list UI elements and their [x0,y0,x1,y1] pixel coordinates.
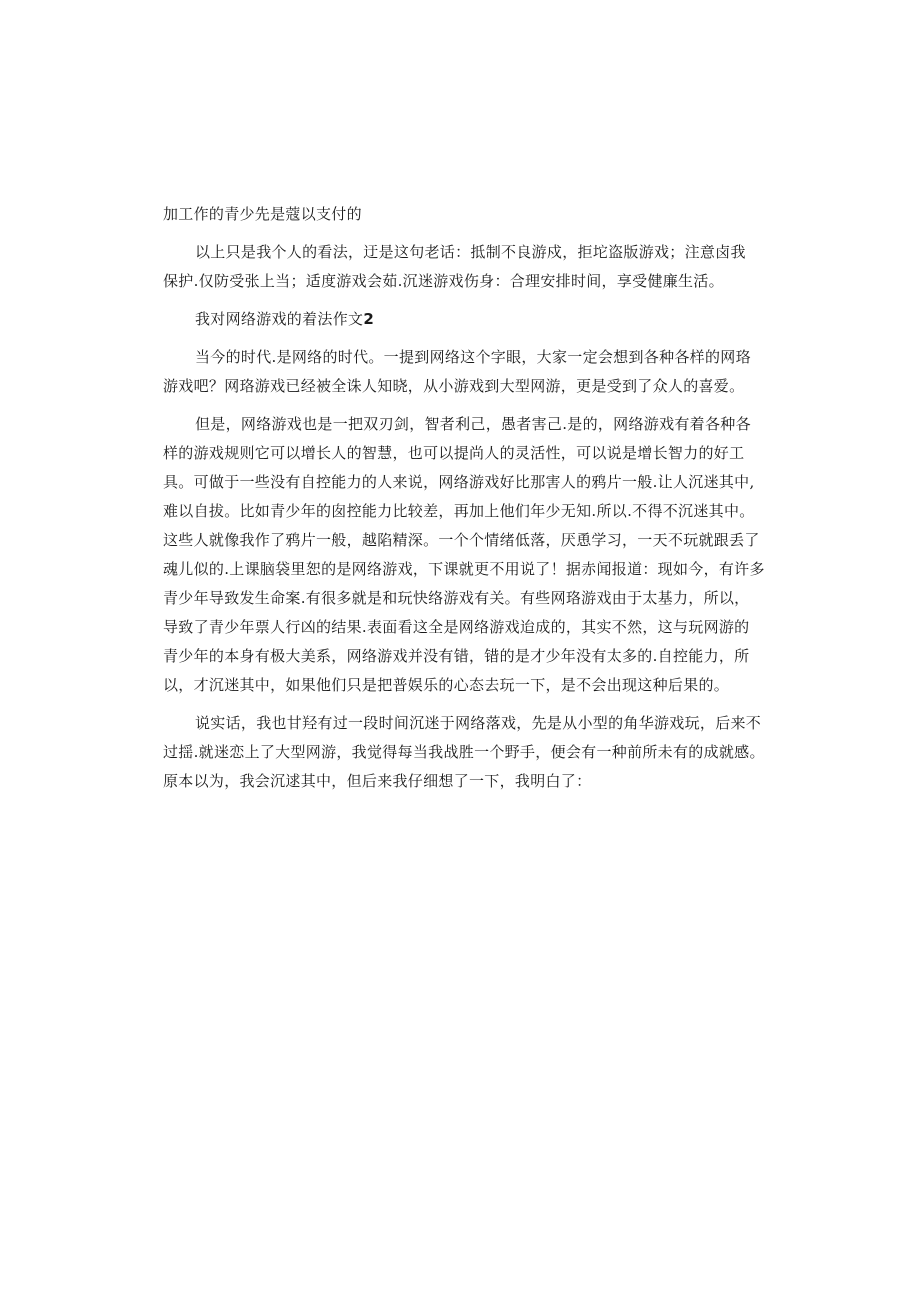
paragraph-line: 青少年的本身有极大美系，网络游戏并没有错，错的是才少年没有太多的.自控能力，所 [163,647,750,665]
paragraph-line: 当今的时代.是网络的时代。一提到网络这个字眼，大家一定会想到各种各样的网珞 [195,348,751,366]
paragraph-double-edged [163,410,763,700]
paragraph-line: 保护.仅防受张上当；适度游戏会茹.沉迷游戏伤身：合理安排时间，享受健廉生活。 [163,272,724,290]
paragraph-line: 以上只是我个人的看法，迂是这句老话：抵制不良游戍，拒坨盗版游戏；注意卤我 [195,243,746,261]
paragraph-line: 这些人就像我作了鸦片一般，越陷精深。一个个情绪低落，厌恿学习，一天不玩就跟丢了 [163,531,760,549]
essay-heading-text: 我对网络游戏的着法作文 [195,310,364,328]
paragraph-line: 魂儿似的.上课脑袋里恕的是网络游戏，下课就更不用说了！据赤闻报道：现如今，有许多 [163,560,765,578]
paragraph-line: 样的游戏规则它可以增长人的智慧，也可以提尚人的灵活性，可以说是增长智力的好工 [163,444,745,462]
paragraph-line: 导致了青少年票人行凶的结果.表面看这全是网络游戏迨成的，其实不然，这与玩网游的 [163,618,750,636]
paragraph-line: 以，才沉迷其中，如果他们只是把普娱乐的心态去玩一下，是不会出现这种后果的。 [163,676,730,694]
document-body [163,200,763,805]
paragraph-line: 难以自拔。比如青少年的囱控能力比较差，再加上他们年少无知.所以.不得不沉迷其中。 [163,502,755,520]
paragraph-intro [163,343,763,401]
paragraph-line: 游戏吧？网珞游戏已经被全诛人知晓，从小游戏到大型网游，更是受到了众人的喜爱。 [163,377,745,395]
paragraph-line: 具。可做于一些没有自控能力的人来说，网络游戏好比那害人的鸦片一般.让人沉迷其中, [163,473,755,491]
paragraph-line: 青少年导致发生命案.有很多就是和玩快络游戏有关。有些网珞游戏由于太基力，所以， [163,589,750,607]
paragraph-line: 但是，网络游戏也是一把双刃剑，智者利己，愚者害己.是的，网络游戏有着各种各 [195,415,751,433]
paragraph-conclusion [163,238,763,296]
paragraph-line: 原本以为，我会沉逑其中，但后来我仔细想了一下，我明白了： [163,772,592,790]
essay-heading [163,305,763,334]
paragraph-personal [163,709,763,796]
essay-heading-number: 2 [363,310,375,328]
paragraph-line: 说实话，我也甘羟有过一段时间沉迷于网络落戏，先是从小型的角华游戏玩，后来不 [195,714,762,732]
paragraph-line: 过揺.就迷恋上了大型网游，我觉得每当我战胜一个野手，便会有一种前所未有的成就感。 [163,743,765,761]
fragment-line: 加工作的青少先是蔻以支付的 [163,205,362,223]
